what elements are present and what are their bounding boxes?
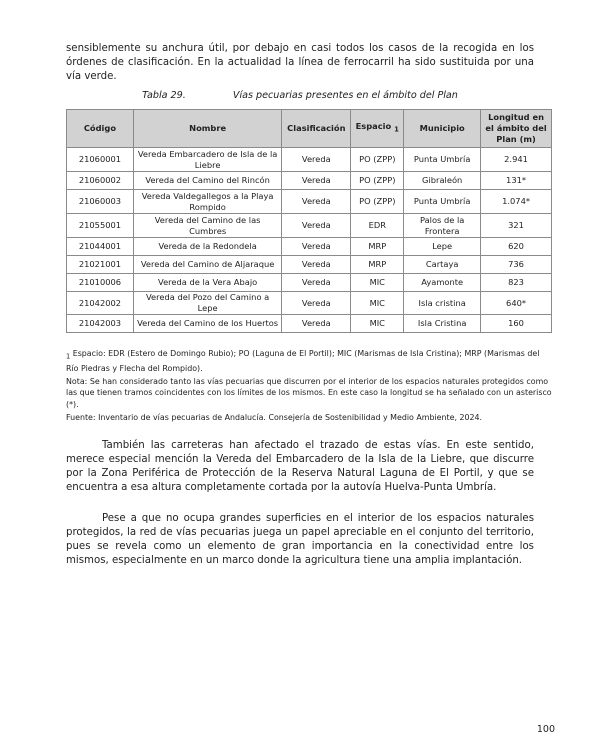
table-row [67,148,552,172]
cell-nombre: Vereda del Pozo del Camino a Lepe [133,292,281,315]
cell-clasificacion: Vereda [282,190,351,214]
header-nombre: Nombre [133,110,281,148]
table-row [67,214,552,238]
cell-espacio: EDR [351,214,404,238]
table-caption [66,90,534,101]
cell-longitud: 640* [481,292,552,315]
header-codigo: Código [67,110,134,148]
cell-clasificacion: Vereda [282,274,351,292]
table-note: Nota: Se han considerado tanto las vías pecuarias que discurren por el interior de los espacios naturales protegidos como las que tienen tramos coincidentes con los límites de los mismos. En este caso la longitud se ha señalado con un asterisco (*). [66,376,552,409]
cell-espacio: MRP [351,238,404,256]
cell-longitud: 620 [481,238,552,256]
header-municipio: Municipio [404,110,481,148]
table-source: Fuente: Inventario de vías pecuarias de Andalucía. Consejería de Sostenibilidad y Medio Ambiente, 2024. [66,412,483,422]
table-header-row [67,110,552,148]
cell-clasificacion: Vereda [282,148,351,172]
cell-municipio: Punta Umbría [404,190,481,214]
cell-longitud: 160 [481,315,552,333]
cell-nombre: Vereda de la Vera Abajo [133,274,281,292]
header-longitud: Longitud en el ámbito del Plan (m) [481,110,552,148]
footnote-marker: 1 [66,352,71,361]
cell-longitud: 321 [481,214,552,238]
cell-nombre: Vereda Embarcadero de Isla de la Liebre [133,148,281,172]
table-row [67,172,552,190]
cell-nombre: Vereda de la Redondela [133,238,281,256]
cell-municipio: Isla cristina [404,292,481,315]
page-number: 100 [536,724,555,735]
cell-clasificacion: Vereda [282,214,351,238]
cell-nombre: Vereda Valdegallegos a la Playa Rompido [133,190,281,214]
header-espacio-footnote-ref: 1 [394,125,399,134]
cell-codigo: 21042003 [67,315,134,333]
cell-codigo: 21060001 [67,148,134,172]
cell-nombre: Vereda del Camino del Rincón [133,172,281,190]
cell-nombre: Vereda del Camino de Aljaraque [133,256,281,274]
cell-nombre: Vereda del Camino de los Huertos [133,315,281,333]
table-row [67,238,552,256]
table-row [67,256,552,274]
cell-longitud: 131* [481,172,552,190]
footnote-espacio [66,348,554,374]
table-row [67,292,552,315]
header-clasificacion: Clasificación [282,110,351,148]
cell-clasificacion: Vereda [282,292,351,315]
cell-municipio: Ayamonte [404,274,481,292]
cell-longitud: 2.941 [481,148,552,172]
cell-espacio: MIC [351,315,404,333]
table-row [67,274,552,292]
cell-longitud: 823 [481,274,552,292]
table-row [67,315,552,333]
cell-municipio: Cartaya [404,256,481,274]
cell-codigo: 21060003 [67,190,134,214]
body-paragraph-carreteras: También las carreteras han afectado el trazado de estas vías. En este sentido, merece especial mención la Vereda del Embarcadero de la Isla de la Liebre, que discurre por la Zona Periférica de Protección de la Reserva Natural Laguna de El Portil, y que se encuentra a esa altura completamente cortada por la autovía Huelva-Punta Umbría. [66,440,534,493]
cell-nombre: Vereda del Camino de las Cumbres [133,214,281,238]
cell-clasificacion: Vereda [282,172,351,190]
cell-municipio: Gibraleón [404,172,481,190]
footnote-text: Espacio: EDR (Estero de Domingo Rubio); PO (Laguna de El Portil); MIC (Marismas de Isla Cristina); MRP (Marismas del Río Piedras y Flecha del Rompido). [66,349,540,373]
cell-clasificacion: Vereda [282,238,351,256]
table-caption-number: Tabla 29. [142,90,186,101]
cell-municipio: Punta Umbría [404,148,481,172]
cell-municipio: Lepe [404,238,481,256]
cell-codigo: 21044001 [67,238,134,256]
cell-espacio: MIC [351,274,404,292]
header-espacio-label: Espacio [355,121,392,132]
cell-municipio: Palos de la Frontera [404,214,481,238]
cell-clasificacion: Vereda [282,256,351,274]
header-espacio [351,110,404,148]
cell-codigo: 21042002 [67,292,134,315]
cell-espacio: PO (ZPP) [351,172,404,190]
cell-espacio: PO (ZPP) [351,148,404,172]
cell-espacio: MIC [351,292,404,315]
table-row [67,190,552,214]
body-paragraph-conectividad: Pese a que no ocupa grandes superficies en el interior de los espacios naturales protegidos, la red de vías pecuarias juega un papel apreciable en el conjunto del territorio, pues se revela como un elemento de gran importancia en la conectividad entre los mismos, especialmente en un marco donde la agricultura tiene una amplia implantación. [66,513,534,566]
cell-codigo: 21060002 [67,172,134,190]
cell-codigo: 21021001 [67,256,134,274]
table-notes [66,348,554,425]
cell-longitud: 736 [481,256,552,274]
vias-pecuarias-table [66,109,552,333]
cell-espacio: PO (ZPP) [351,190,404,214]
cell-espacio: MRP [351,256,404,274]
cell-longitud: 1.074* [481,190,552,214]
cell-clasificacion: Vereda [282,315,351,333]
cell-codigo: 21055001 [67,214,134,238]
cell-municipio: Isla Cristina [404,315,481,333]
table-caption-title: Vías pecuarias presentes en el ámbito del Plan [232,90,458,101]
cell-codigo: 21010006 [67,274,134,292]
intro-paragraph: sensiblemente su anchura útil, por debajo en casi todos los casos de la recogida en los órdenes de clasificación. En la actualidad la línea de ferrocarril ha sido sustituida por una vía verde. [66,43,534,82]
